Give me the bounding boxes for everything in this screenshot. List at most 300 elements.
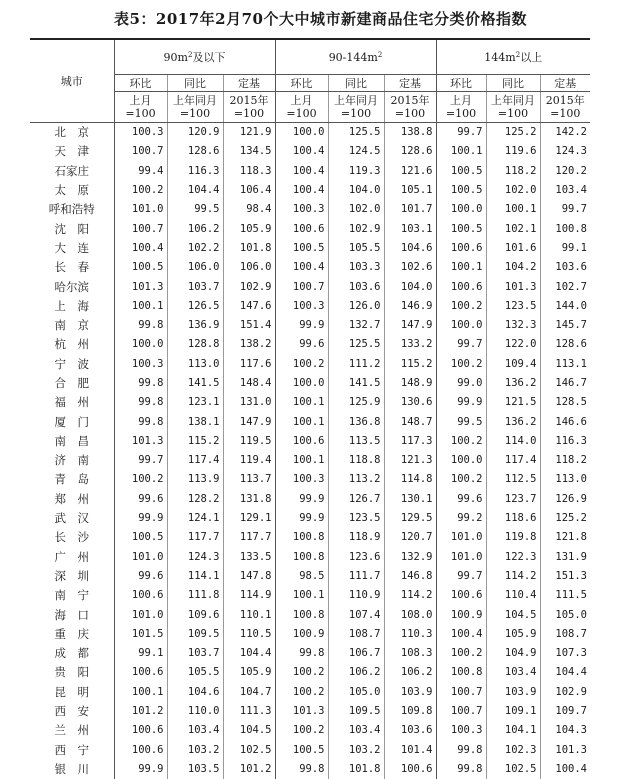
index-value: 113.1	[540, 355, 590, 374]
index-value: 100.8	[275, 605, 328, 624]
index-value: 100.1	[486, 200, 540, 219]
base-label: 2015年 =100	[223, 92, 275, 123]
index-value: 101.0	[114, 200, 167, 219]
index-value: 106.0	[167, 258, 223, 277]
table-row	[30, 162, 590, 181]
table-row	[30, 335, 590, 354]
index-value: 100.6	[384, 760, 436, 779]
city-name: 深 圳	[30, 567, 114, 586]
index-value: 102.2	[167, 239, 223, 258]
index-value: 148.9	[384, 374, 436, 393]
index-value: 119.4	[223, 451, 275, 470]
index-value: 102.9	[540, 683, 590, 702]
city-name: 合 肥	[30, 374, 114, 393]
index-value: 121.8	[540, 528, 590, 547]
index-value: 128.2	[167, 490, 223, 509]
index-value: 100.8	[436, 663, 486, 682]
index-value: 100.6	[114, 721, 167, 740]
index-value: 99.8	[436, 760, 486, 779]
index-value: 106.0	[223, 258, 275, 277]
index-value: 106.2	[328, 663, 384, 682]
index-value: 100.8	[540, 219, 590, 238]
index-value: 99.9	[275, 490, 328, 509]
index-value: 119.5	[223, 432, 275, 451]
index-value: 121.5	[486, 393, 540, 412]
index-value: 101.0	[436, 528, 486, 547]
index-value: 113.0	[167, 355, 223, 374]
index-value: 101.0	[114, 605, 167, 624]
index-value: 119.8	[486, 528, 540, 547]
index-value: 136.2	[486, 412, 540, 431]
base-label: 2015年 =100	[540, 92, 590, 123]
index-value: 128.8	[167, 335, 223, 354]
city-name: 贵 阳	[30, 663, 114, 682]
index-value: 110.5	[223, 625, 275, 644]
index-value: 105.0	[540, 605, 590, 624]
index-value: 100.4	[275, 258, 328, 277]
index-value: 100.2	[436, 297, 486, 316]
city-name: 郑 州	[30, 490, 114, 509]
index-value: 103.9	[486, 683, 540, 702]
group-header-medium: $90-144m^2$	[275, 40, 436, 75]
index-value: 126.9	[540, 490, 590, 509]
index-value: 99.8	[275, 644, 328, 663]
subheader-yoy: 同比	[328, 75, 384, 92]
index-value: 100.5	[114, 258, 167, 277]
base-label: 上年同月 =100	[486, 92, 540, 123]
index-value: 122.3	[486, 548, 540, 567]
base-label: 上年同月 =100	[167, 92, 223, 123]
city-name: 广 州	[30, 548, 114, 567]
index-value: 126.7	[328, 490, 384, 509]
index-value: 100.2	[275, 663, 328, 682]
table-row	[30, 200, 590, 219]
table-row	[30, 219, 590, 238]
index-value: 99.7	[114, 451, 167, 470]
index-value: 104.6	[167, 683, 223, 702]
index-value: 100.9	[275, 625, 328, 644]
city-name: 兰 州	[30, 721, 114, 740]
index-value: 132.7	[328, 316, 384, 335]
index-value: 113.5	[328, 432, 384, 451]
index-value: 100.7	[436, 683, 486, 702]
index-value: 99.8	[114, 316, 167, 335]
index-value: 107.3	[540, 644, 590, 663]
index-value: 138.1	[167, 412, 223, 431]
index-value: 118.9	[328, 528, 384, 547]
base-label: 2015年 =100	[384, 92, 436, 123]
index-value: 100.0	[275, 123, 328, 143]
index-value: 101.3	[114, 432, 167, 451]
index-value: 104.2	[486, 258, 540, 277]
index-value: 114.8	[384, 470, 436, 489]
city-name: 西 宁	[30, 741, 114, 760]
subheader-fixed-base: 定基	[223, 75, 275, 92]
index-value: 102.7	[540, 277, 590, 296]
table-row	[30, 509, 590, 528]
index-value: 109.8	[384, 702, 436, 721]
city-name: 重 庆	[30, 625, 114, 644]
index-value: 100.2	[436, 432, 486, 451]
index-value: 123.6	[328, 548, 384, 567]
group-header-large: $144m^2$以上	[436, 40, 590, 75]
index-value: 99.1	[540, 239, 590, 258]
index-value: 102.9	[223, 277, 275, 296]
index-value: 104.4	[540, 663, 590, 682]
index-value: 99.9	[275, 316, 328, 335]
index-value: 123.1	[167, 393, 223, 412]
index-value: 100.2	[275, 355, 328, 374]
index-value: 101.5	[114, 625, 167, 644]
index-value: 105.0	[328, 683, 384, 702]
index-value: 130.6	[384, 393, 436, 412]
index-value: 113.7	[223, 470, 275, 489]
index-value: 118.2	[486, 162, 540, 181]
index-value: 106.2	[384, 663, 436, 682]
index-value: 107.4	[328, 605, 384, 624]
index-value: 99.8	[114, 412, 167, 431]
index-value: 100.3	[275, 470, 328, 489]
index-value: 128.6	[167, 142, 223, 161]
index-value: 101.8	[223, 239, 275, 258]
index-value: 147.8	[223, 567, 275, 586]
table-row	[30, 567, 590, 586]
city-name: 银 川	[30, 760, 114, 779]
index-value: 103.6	[540, 258, 590, 277]
index-value: 100.1	[436, 258, 486, 277]
index-value: 101.0	[436, 548, 486, 567]
index-value: 100.2	[436, 355, 486, 374]
index-value: 100.2	[114, 470, 167, 489]
index-value: 125.2	[486, 123, 540, 143]
table-row	[30, 683, 590, 702]
index-value: 99.9	[114, 509, 167, 528]
index-value: 104.6	[384, 239, 436, 258]
index-value: 119.6	[486, 142, 540, 161]
city-name: 长 沙	[30, 528, 114, 547]
city-name: 宁 波	[30, 355, 114, 374]
index-value: 104.4	[223, 644, 275, 663]
index-value: 100.8	[275, 528, 328, 547]
index-value: 103.3	[328, 258, 384, 277]
index-value: 123.5	[486, 297, 540, 316]
index-value: 108.7	[328, 625, 384, 644]
table-row	[30, 741, 590, 760]
index-value: 128.6	[384, 142, 436, 161]
index-value: 100.0	[114, 335, 167, 354]
table-body	[30, 123, 590, 779]
index-value: 129.1	[223, 509, 275, 528]
index-value: 100.4	[540, 760, 590, 779]
index-value: 151.4	[223, 316, 275, 335]
index-value: 100.6	[114, 663, 167, 682]
index-value: 121.3	[384, 451, 436, 470]
index-value: 141.5	[167, 374, 223, 393]
index-value: 100.5	[114, 528, 167, 547]
index-value: 120.7	[384, 528, 436, 547]
city-name: 大 连	[30, 239, 114, 258]
city-name: 长 春	[30, 258, 114, 277]
index-value: 100.5	[436, 219, 486, 238]
table-row	[30, 721, 590, 740]
index-value: 100.4	[275, 181, 328, 200]
index-value: 138.2	[223, 335, 275, 354]
table-row	[30, 316, 590, 335]
index-value: 100.2	[114, 181, 167, 200]
table-row	[30, 393, 590, 412]
index-value: 100.4	[275, 162, 328, 181]
table-row	[30, 586, 590, 605]
index-value: 141.5	[328, 374, 384, 393]
index-value: 126.5	[167, 297, 223, 316]
index-value: 104.9	[486, 644, 540, 663]
table-row	[30, 528, 590, 547]
city-name: 西 安	[30, 702, 114, 721]
index-value: 110.9	[328, 586, 384, 605]
index-value: 100.5	[275, 741, 328, 760]
index-value: 103.2	[167, 741, 223, 760]
index-value: 100.1	[436, 142, 486, 161]
index-value: 102.9	[328, 219, 384, 238]
index-value: 100.2	[275, 683, 328, 702]
group-header-small: $90m^2$及以下	[114, 40, 275, 75]
index-value: 104.5	[223, 721, 275, 740]
subheader-mom: 环比	[114, 75, 167, 92]
table-row	[30, 625, 590, 644]
index-value: 125.5	[328, 335, 384, 354]
index-value: 113.9	[167, 470, 223, 489]
index-value: 100.2	[436, 644, 486, 663]
index-value: 100.1	[275, 412, 328, 431]
city-name: 沈 阳	[30, 219, 114, 238]
index-value: 131.0	[223, 393, 275, 412]
city-column-header: 城市	[30, 40, 114, 123]
index-value: 147.6	[223, 297, 275, 316]
city-name: 南 宁	[30, 586, 114, 605]
index-value: 116.3	[540, 432, 590, 451]
index-value: 101.2	[114, 702, 167, 721]
index-value: 117.4	[167, 451, 223, 470]
index-value: 101.3	[114, 277, 167, 296]
index-value: 100.5	[275, 239, 328, 258]
index-value: 99.6	[275, 335, 328, 354]
index-value: 104.0	[328, 181, 384, 200]
index-value: 102.3	[486, 741, 540, 760]
index-value: 121.9	[223, 123, 275, 143]
table-row	[30, 277, 590, 296]
index-value: 106.7	[328, 644, 384, 663]
table-row	[30, 644, 590, 663]
table-row	[30, 663, 590, 682]
index-value: 99.9	[275, 509, 328, 528]
index-value: 99.8	[275, 760, 328, 779]
index-value: 101.4	[384, 741, 436, 760]
city-name: 南 京	[30, 316, 114, 335]
index-value: 99.5	[167, 200, 223, 219]
index-value: 101.0	[114, 548, 167, 567]
city-name: 武 汉	[30, 509, 114, 528]
index-value: 100.6	[275, 432, 328, 451]
index-value: 103.7	[167, 277, 223, 296]
index-value: 100.1	[114, 683, 167, 702]
city-name: 厦 门	[30, 412, 114, 431]
index-value: 146.6	[540, 412, 590, 431]
index-value: 100.0	[275, 374, 328, 393]
city-name: 天 津	[30, 142, 114, 161]
index-value: 105.5	[167, 663, 223, 682]
index-value: 100.1	[275, 586, 328, 605]
city-name: 石家庄	[30, 162, 114, 181]
index-value: 109.7	[540, 702, 590, 721]
table-row	[30, 432, 590, 451]
index-value: 117.7	[223, 528, 275, 547]
index-value: 99.4	[114, 162, 167, 181]
index-value: 109.6	[167, 605, 223, 624]
index-value: 104.5	[486, 605, 540, 624]
index-value: 100.6	[436, 277, 486, 296]
subheader-yoy: 同比	[486, 75, 540, 92]
index-value: 99.7	[540, 200, 590, 219]
table-row	[30, 181, 590, 200]
base-label: 上年同月 =100	[328, 92, 384, 123]
index-value: 101.3	[275, 702, 328, 721]
city-name: 呼和浩特	[30, 200, 114, 219]
index-value: 124.3	[540, 142, 590, 161]
city-name: 昆 明	[30, 683, 114, 702]
index-value: 100.0	[436, 200, 486, 219]
index-value: 134.5	[223, 142, 275, 161]
city-name: 济 南	[30, 451, 114, 470]
city-name: 太 原	[30, 181, 114, 200]
index-value: 99.7	[436, 335, 486, 354]
table-row	[30, 605, 590, 624]
index-value: 102.5	[486, 760, 540, 779]
index-value: 103.4	[486, 663, 540, 682]
index-value: 112.5	[486, 470, 540, 489]
index-value: 109.5	[328, 702, 384, 721]
index-value: 99.2	[436, 509, 486, 528]
index-value: 99.7	[436, 567, 486, 586]
index-value: 100.3	[114, 123, 167, 143]
index-value: 100.4	[436, 625, 486, 644]
city-name: 北 京	[30, 123, 114, 143]
index-value: 110.0	[167, 702, 223, 721]
index-value: 124.5	[328, 142, 384, 161]
table-row	[30, 470, 590, 489]
index-value: 110.1	[223, 605, 275, 624]
table-title: 表5：2017年2月70个大中城市新建商品住宅分类价格指数	[0, 8, 641, 29]
index-value: 99.1	[114, 644, 167, 663]
index-value: 105.5	[328, 239, 384, 258]
index-value: 102.0	[328, 200, 384, 219]
index-value: 102.5	[223, 741, 275, 760]
index-value: 108.7	[540, 625, 590, 644]
index-value: 99.6	[114, 490, 167, 509]
city-name: 上 海	[30, 297, 114, 316]
table-row	[30, 123, 590, 143]
index-value: 105.1	[384, 181, 436, 200]
table-row	[30, 239, 590, 258]
index-value: 146.7	[540, 374, 590, 393]
table-row	[30, 374, 590, 393]
index-value: 104.1	[486, 721, 540, 740]
index-value: 131.9	[540, 548, 590, 567]
index-value: 100.1	[275, 393, 328, 412]
index-value: 100.3	[275, 297, 328, 316]
index-value: 133.5	[223, 548, 275, 567]
city-name: 哈尔滨	[30, 277, 114, 296]
index-value: 100.7	[275, 277, 328, 296]
base-label: 上月 =100	[275, 92, 328, 123]
index-value: 144.0	[540, 297, 590, 316]
index-value: 100.2	[436, 470, 486, 489]
index-value: 131.8	[223, 490, 275, 509]
index-value: 132.9	[384, 548, 436, 567]
index-value: 100.8	[275, 548, 328, 567]
index-value: 146.9	[384, 297, 436, 316]
index-value: 100.2	[275, 721, 328, 740]
index-value: 125.9	[328, 393, 384, 412]
index-value: 138.8	[384, 123, 436, 143]
table-row	[30, 451, 590, 470]
index-value: 99.7	[436, 123, 486, 143]
index-value: 100.3	[436, 721, 486, 740]
index-value: 147.9	[223, 412, 275, 431]
index-value: 111.5	[540, 586, 590, 605]
index-value: 111.7	[328, 567, 384, 586]
index-value: 100.0	[436, 451, 486, 470]
index-value: 122.0	[486, 335, 540, 354]
index-value: 100.6	[114, 586, 167, 605]
index-value: 103.4	[540, 181, 590, 200]
index-value: 128.6	[540, 335, 590, 354]
table-row	[30, 355, 590, 374]
index-value: 109.4	[486, 355, 540, 374]
city-name: 海 口	[30, 605, 114, 624]
index-value: 103.5	[167, 760, 223, 779]
index-value: 102.1	[486, 219, 540, 238]
index-value: 118.6	[486, 509, 540, 528]
index-value: 106.2	[167, 219, 223, 238]
price-index-table	[30, 40, 590, 779]
index-value: 102.6	[384, 258, 436, 277]
index-value: 99.6	[114, 567, 167, 586]
index-value: 148.7	[384, 412, 436, 431]
index-value: 111.2	[328, 355, 384, 374]
subheader-yoy: 同比	[167, 75, 223, 92]
index-value: 101.3	[540, 741, 590, 760]
index-value: 136.9	[167, 316, 223, 335]
index-value: 125.2	[540, 509, 590, 528]
index-value: 100.7	[114, 142, 167, 161]
index-value: 117.6	[223, 355, 275, 374]
index-value: 100.7	[436, 702, 486, 721]
table-row	[30, 258, 590, 277]
index-value: 104.3	[540, 721, 590, 740]
table-row	[30, 297, 590, 316]
index-value: 105.9	[486, 625, 540, 644]
index-value: 109.1	[486, 702, 540, 721]
city-name: 杭 州	[30, 335, 114, 354]
index-value: 142.2	[540, 123, 590, 143]
index-value: 133.2	[384, 335, 436, 354]
subheader-mom: 环比	[275, 75, 328, 92]
index-value: 118.8	[328, 451, 384, 470]
index-value: 99.9	[114, 760, 167, 779]
index-value: 108.3	[384, 644, 436, 663]
table-row	[30, 548, 590, 567]
index-value: 100.3	[114, 355, 167, 374]
